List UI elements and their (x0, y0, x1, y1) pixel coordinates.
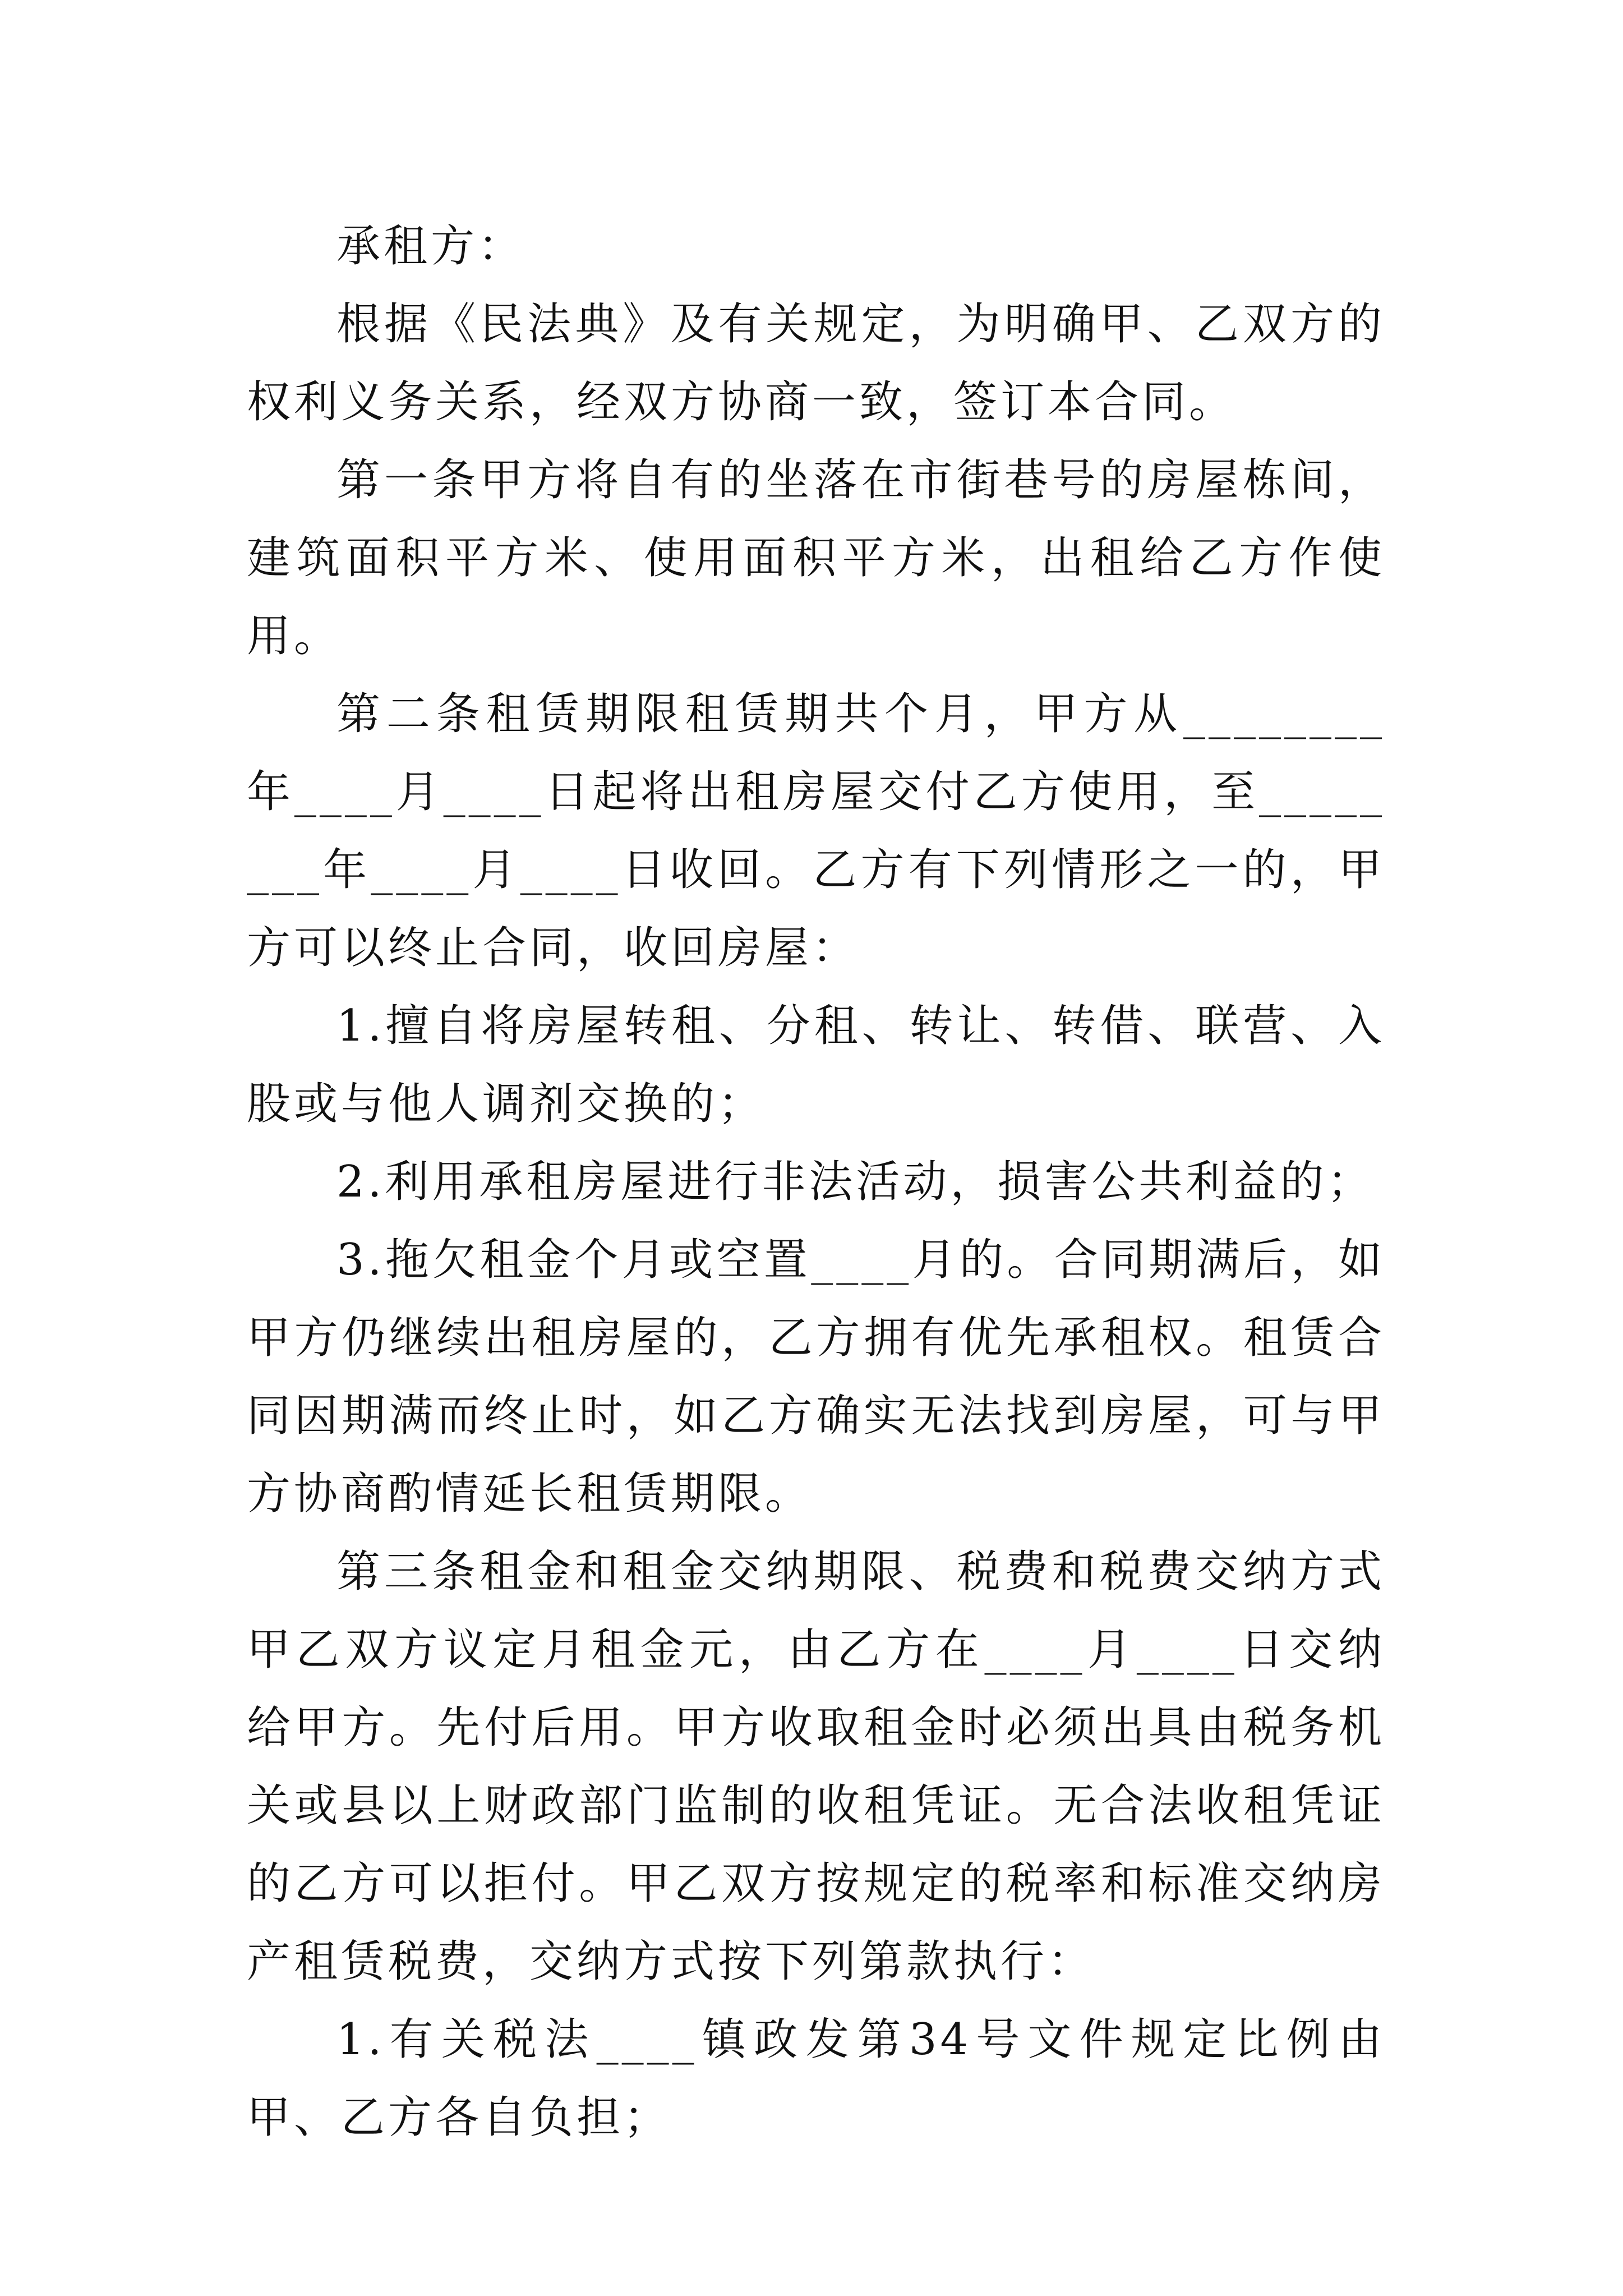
paragraph-lessee: 承租方： (336, 221, 525, 272)
list-item-3: 3.拖欠租金个月或空置____月的。合同期满后，如甲方仍继续出租房屋的，乙方拥有优先承租权。租赁合同因期满而终止时，如乙方确实无法找到房屋，可与甲方协商酌情延长租赁期限。 (247, 1235, 1385, 1519)
paragraph-article-3: 第三条租金和租金交纳期限、税费和税费交纳方式甲乙双方议定月租金元，由乙方在____月____日交纳给甲方。先付后用。甲方收取租金时必须出具由税务机关或县以上财政部门监制的收租凭证。无合法收租凭证的乙方可以拒付。甲乙双方按规定的税率和标准交纳房产租赁税费，交纳方式按下列第款执行： (247, 1547, 1385, 1987)
document-body (247, 208, 1385, 2157)
tax-item-1: 1.有关税法____镇政发第34号文件规定比例由甲、乙方各自负担； (247, 2014, 1385, 2143)
paragraph-article-2: 第二条租赁期限租赁期共个月，甲方从________年____月____日起将出租房屋交付乙方使用，至________年____月____日收回。乙方有下列情形之一的，甲方可以终止合同，收回房屋： (247, 689, 1385, 973)
list-item-1: 1.擅自将房屋转租、分租、转让、转借、联营、入股或与他人调剂交换的； (247, 1001, 1385, 1129)
paragraph-article-1: 第一条甲方将自有的坐落在市街巷号的房屋栋间，建筑面积平方米、使用面积平方米，出租给乙方作使用。 (247, 455, 1385, 661)
list-item-2: 2.利用承租房屋进行非法活动，损害公共利益的； (336, 1157, 1375, 1207)
paragraph-preamble: 根据《民法典》及有关规定，为明确甲、乙双方的权利义务关系，经双方协商一致，签订本合同。 (247, 299, 1385, 427)
